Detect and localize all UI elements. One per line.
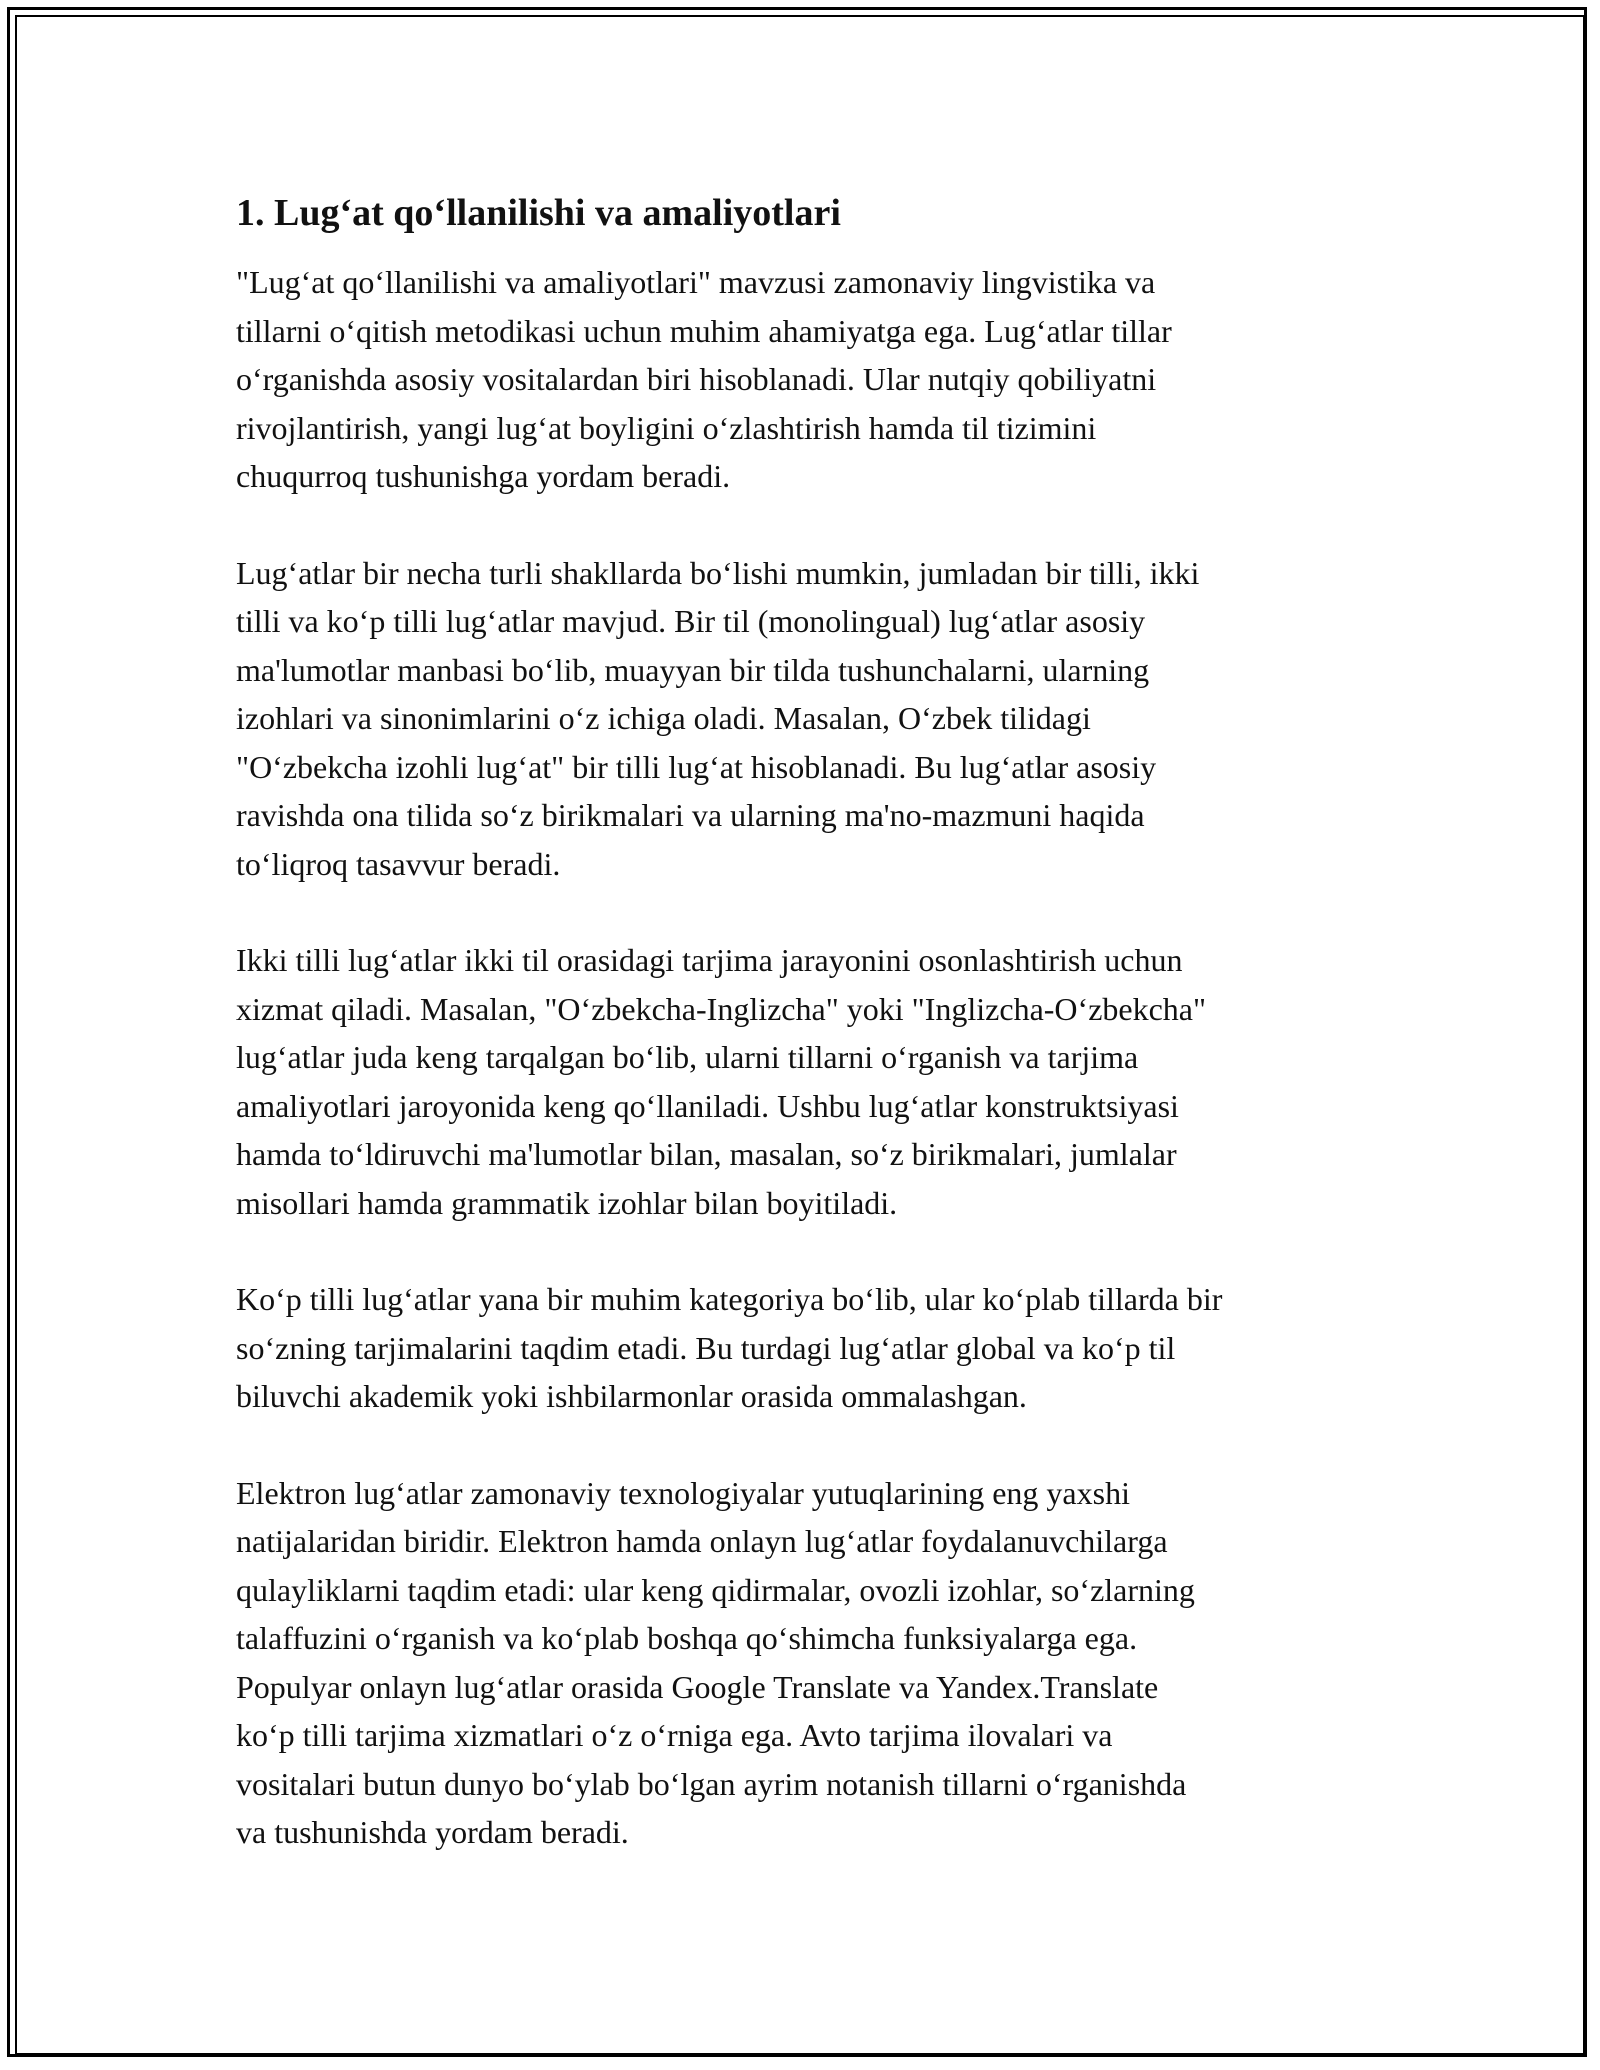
text-line: talaffuzini o‘rganish va ko‘plab boshqa qo‘shimcha funksiyalarga ega.	[236, 1620, 1138, 1656]
text-line: Elektron lug‘atlar zamonaviy texnologiyalar yutuqlarining eng yaxshi	[236, 1474, 1130, 1511]
text-line: vositalari butun dunyo bo‘ylab bo‘lgan ayrim notanish tillarni o‘rganishda	[236, 1765, 1187, 1802]
text-line: hamda to‘ldiruvchi ma'lumotlar bilan, masalan, so‘z birikmalari, jumlalar	[236, 1136, 1177, 1172]
text-line: ko‘p tilli tarjima xizmatlari o‘z o‘rniga ega. Avto tarjima ilovalari va	[236, 1717, 1113, 1753]
paragraph-multilingual	[236, 1275, 1376, 1421]
text-line: to‘liqroq tasavvur beradi.	[236, 845, 561, 882]
document-body	[236, 188, 1376, 1905]
text-line: Ikki tilli lug‘atlar ikki til orasidagi tarjima jarayonini osonlashtirish uchun	[236, 942, 1183, 978]
text-line: tilli va ko‘p tilli lug‘atlar mavjud. Bir til (monolingual) lug‘atlar asosiy	[236, 603, 1146, 639]
text-line: xizmat qiladi. Masalan, "O‘zbekcha-Inglizcha" yoki "Inglizcha-O‘zbekcha"	[236, 990, 1207, 1027]
text-line: natijalaridan biridir. Elektron hamda onlayn lug‘atlar foydalanuvchilarga	[236, 1523, 1168, 1559]
paragraph-electronic	[236, 1469, 1376, 1857]
text-line: Lug‘atlar bir necha turli shakllarda bo‘lishi mumkin, jumladan bir tilli, ikki	[236, 554, 1200, 591]
text-line: amaliyotlari jaroyonida keng qo‘llaniladi. Ushbu lug‘atlar konstruktsiyasi	[236, 1087, 1179, 1124]
text-line: chuqurroq tushunishga yordam beradi.	[236, 458, 731, 494]
section-heading: 1. Lug‘at qo‘llanilishi va amaliyotlari	[236, 192, 841, 234]
text-line: Populyar onlayn lug‘atlar orasida Google Translate va Yandex.Translate	[236, 1668, 1159, 1705]
text-line: qulayliklarni taqdim etadi: ular keng qidirmalar, ovozli izohlar, so‘zlarning	[236, 1571, 1195, 1608]
paragraph-bilingual	[236, 936, 1376, 1227]
text-line: ravishda ona tilida so‘z birikmalari va ularning ma'no-mazmuni haqida	[236, 797, 1145, 833]
text-line: ma'lumotlar manbasi bo‘lib, muayyan bir tilda tushunchalarni, ularning	[236, 651, 1150, 688]
text-line: "O‘zbekcha izohli lug‘at" bir tilli lug‘at hisoblanadi. Bu lug‘atlar asosiy	[236, 748, 1157, 785]
text-line: o‘rganishda asosiy vositalardan biri hisoblanadi. Ular nutqiy qobiliyatni	[236, 361, 1157, 397]
text-line: so‘zning tarjimalarini taqdim etadi. Bu turdagi lug‘atlar global va ko‘p til	[236, 1329, 1176, 1366]
text-line: va tushunishda yordam beradi.	[236, 1814, 629, 1850]
text-line: tillarni o‘qitish metodikasi uchun muhim ahamiyatga ega. Lug‘atlar tillar	[236, 312, 1172, 349]
text-line: "Lug‘at qo‘llanilishi va amaliyotlari" mavzusi zamonaviy lingvistika va	[236, 264, 1156, 300]
text-line: izohlari va sinonimlarini o‘z ichiga oladi. Masalan, O‘zbek tilidagi	[236, 700, 1091, 736]
paragraph-monolingual	[236, 549, 1376, 889]
paragraph-intro	[236, 258, 1376, 501]
text-line: Ko‘p tilli lug‘atlar yana bir muhim kategoriya bo‘lib, ular ko‘plab tillarda bir	[236, 1281, 1223, 1317]
text-line: lug‘atlar juda keng tarqalgan bo‘lib, ularni tillarni o‘rganish va tarjima	[236, 1039, 1139, 1075]
text-line: misollari hamda grammatik izohlar bilan boyitiladi.	[236, 1184, 898, 1221]
text-line: rivojlantirish, yangi lug‘at boyligini o‘zlashtirish hamda til tizimini	[236, 409, 1097, 446]
text-line: biluvchi akademik yoki ishbilarmonlar orasida ommalashgan.	[236, 1378, 1027, 1414]
